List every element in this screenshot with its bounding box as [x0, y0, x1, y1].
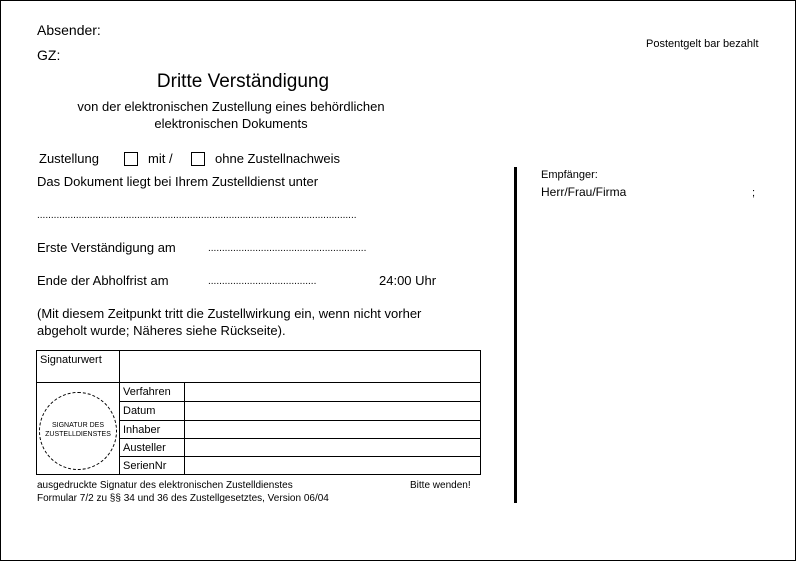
page-title: Dritte Verständigung: [156, 71, 330, 92]
serial-number-value: [185, 457, 481, 475]
address-dotted-line: ...................................................................................................................: [37, 210, 357, 221]
legal-note-line-2: abgeholt wurde; Näheres siehe Rückseite).: [37, 323, 286, 338]
issuer-value: [185, 439, 481, 457]
issuer-label: Austeller: [120, 439, 185, 457]
first-notice-label: Erste Verständigung am: [37, 240, 176, 255]
recipient-salutation: Herr/Frau/Firma: [541, 185, 627, 199]
pickup-deadline-dots: .......................................: [208, 276, 317, 287]
signature-value-label: Signaturwert: [37, 351, 120, 383]
pickup-deadline-label: Ende der Abholfrist am: [37, 273, 169, 288]
procedure-value: [185, 383, 481, 402]
pickup-deadline-time: 24:00 Uhr: [379, 273, 437, 288]
date-value: [185, 402, 481, 421]
first-notice-dots: .........................................................: [208, 243, 367, 254]
stamp-text-line-2: ZUSTELLDIENSTES: [45, 431, 111, 438]
legal-note-line-1: (Mit diesem Zeitpunkt tritt die Zustellwirkung ein, wenn nicht vorher: [37, 306, 422, 321]
signature-stamp: [39, 392, 117, 470]
gz-label: GZ:: [37, 47, 61, 63]
without-proof-checkbox[interactable]: [191, 152, 205, 166]
postage-note: Postentgelt bar bezahlt: [646, 38, 759, 50]
divider-line: [514, 167, 517, 503]
signature-value-cell: [120, 351, 481, 383]
holder-value: [185, 421, 481, 439]
stamp-text-line-1: SIGNATUR DES: [52, 422, 104, 429]
delivery-label: Zustellung: [39, 151, 99, 166]
procedure-label: Verfahren: [120, 383, 185, 402]
turn-over-note: Bitte wenden!: [410, 480, 471, 491]
subtitle-line-1: von der elektronischen Zustellung eines behördlichen: [77, 99, 385, 114]
document-location-text: Das Dokument liegt bei Ihrem Zustelldienst unter: [37, 174, 319, 189]
recipient-mark: ;: [752, 187, 756, 199]
sender-label: Absender:: [37, 22, 101, 38]
date-label: Datum: [120, 402, 185, 421]
holder-label: Inhaber: [120, 421, 185, 439]
serial-number-label: SerienNr: [120, 457, 185, 475]
recipient-label: Empfänger:: [541, 169, 598, 181]
subtitle-line-2: elektronischen Dokuments: [154, 116, 308, 131]
with-proof-label: mit /: [148, 151, 173, 166]
printed-signature-note: ausgedruckte Signatur des elektronischen Zustelldienstes: [37, 480, 293, 491]
without-proof-label: ohne Zustellnachweis: [215, 151, 341, 166]
form-reference: Formular 7/2 zu §§ 34 und 36 des Zustellgesetztes, Version 06/04: [37, 493, 329, 504]
with-proof-checkbox[interactable]: [124, 152, 138, 166]
